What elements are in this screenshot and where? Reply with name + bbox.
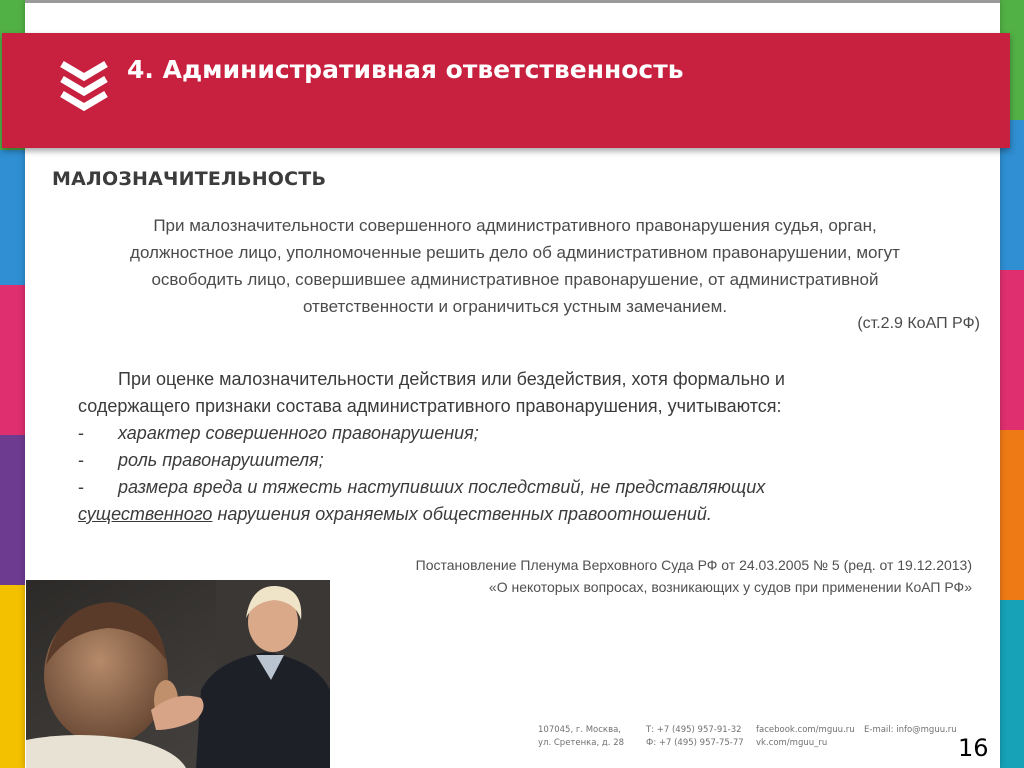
list-item-text: характер совершенного правонарушения; [118,423,479,443]
facebook-link[interactable]: facebook.com/mguu.ru [756,725,855,735]
text-line: освободить лицо, совершившее административное правонарушение, от административной [151,270,879,289]
list-item [78,474,978,501]
footer-text: ул. Сретенка, д. 28 [538,738,625,748]
email-link[interactable]: E-mail: info@mguu.ru [864,725,957,735]
footer-text: Т: +7 (495) 957-91-32 [646,725,742,735]
law-reference: (ст.2.9 КоАП РФ) [857,315,980,332]
vk-link[interactable]: vk.com/mguu_ru [756,738,828,748]
footer-email [864,724,957,737]
slide-title: 4. Административная ответственность [127,55,684,84]
left-stripe-pink [0,285,25,435]
list-dash: - [78,423,84,443]
section-subtitle: МАЛОЗНАЧИТЕЛЬНОСТЬ [52,168,327,190]
illustration-photo [26,580,330,768]
footer-phones [646,724,744,750]
list-item-text: размера вреда и тяжесть наступивших последствий, не представляющих [118,477,766,497]
list-item [78,420,978,447]
footer-social [756,724,855,750]
footer-text: 107045, г. Москва, [538,725,621,735]
list-item-text: роль правонарушителя; [118,450,324,470]
triple-chevron-down-icon [58,60,110,112]
header-band [2,33,1010,148]
text-line: должностное лицо, уполномоченные решить дело об административном правонарушении, могут [130,243,900,262]
list-dash: - [78,477,84,497]
footer-address [538,724,624,750]
text-line: При малозначительности совершенного административного правонарушения судья, орган, [153,216,877,235]
text-line: ответственности и ограничиться устным замечанием. [302,297,728,316]
page-number: 16 [958,734,989,762]
list-item-continuation [78,501,978,528]
text-line: При оценке малозначительности действия или бездействия, хотя формально и [118,369,785,389]
right-stripe-orange [1000,430,1024,600]
text-line: «О некоторых вопросах, возникающих у судов при применении КоАП РФ» [488,579,972,595]
left-stripe-blue [0,150,25,285]
footer-text: Ф: +7 (495) 957-75-77 [646,738,744,748]
text-line: содержащего признаки состава административного правонарушения, учитываются: [78,396,782,416]
right-stripe-teal [1000,600,1024,768]
underlined-word: существенного [78,504,213,524]
resolution-reference [416,554,972,598]
left-stripe-purple [0,435,25,585]
list-dash: - [78,450,84,470]
paragraph-definition [50,212,980,320]
list-item-text: нарушения охраняемых общественных правоотношений. [212,504,712,524]
top-border-line [25,0,1000,3]
list-item [78,447,978,474]
right-stripe-pink [1000,270,1024,430]
text-line: Постановление Пленума Верховного Суда РФ от 24.03.2005 № 5 (ред. от 19.12.2013) [415,557,972,573]
paragraph-assessment [78,366,978,528]
left-stripe-yellow [0,585,25,768]
